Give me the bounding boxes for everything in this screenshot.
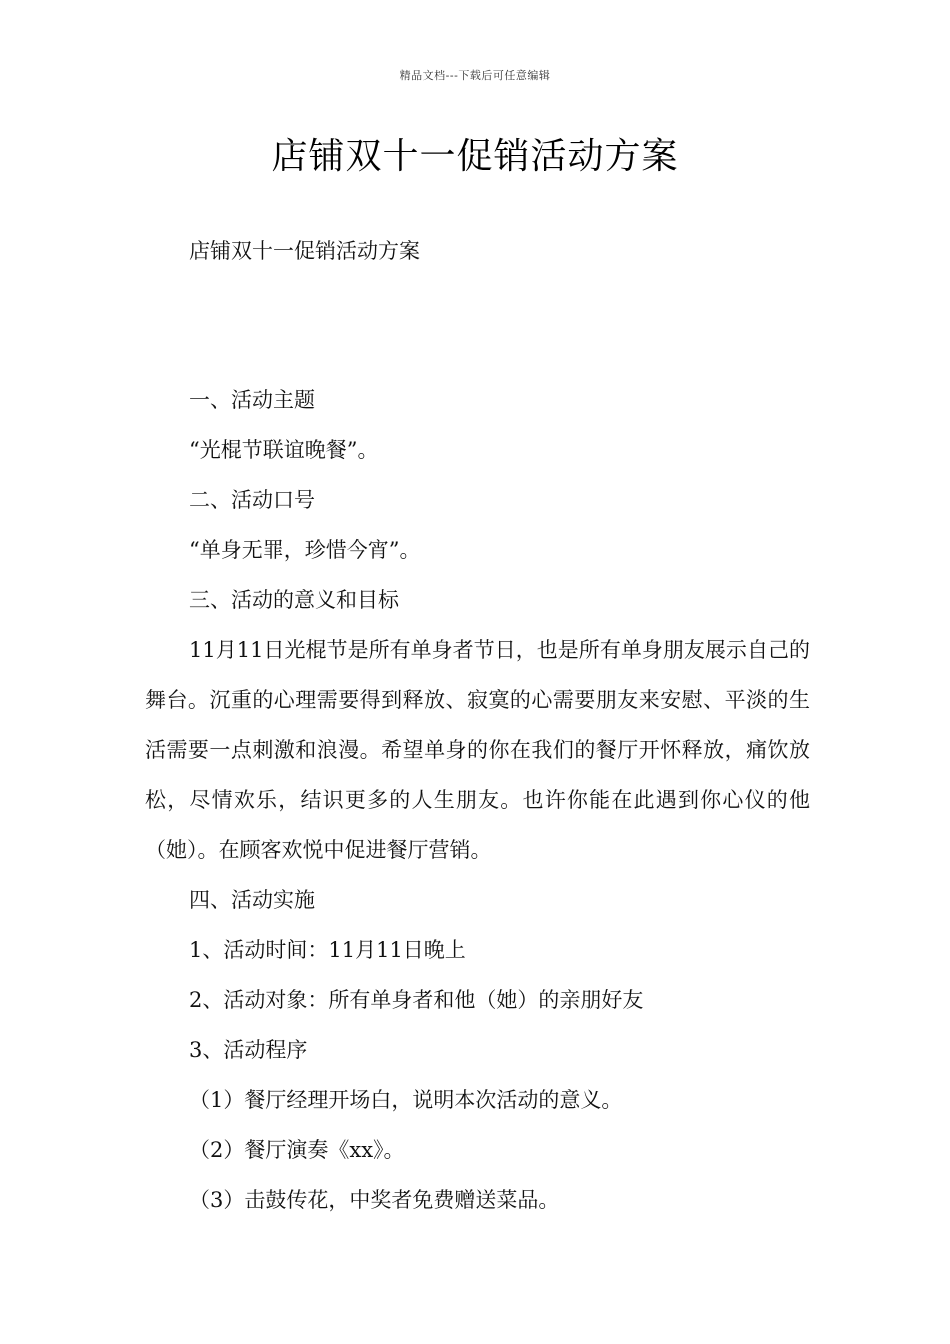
procedure-step-1: （1）餐厅经理开场白，说明本次活动的意义。 [189, 1088, 623, 1112]
document-body [145, 375, 810, 1225]
section-heading-implementation: 四、活动实施 [189, 888, 315, 912]
section-text-slogan: “单身无罪，珍惜今宵”。 [189, 538, 421, 562]
document-subtitle: 店铺双十一促销活动方案 [189, 239, 420, 263]
section-heading-purpose: 三、活动的意义和目标 [189, 588, 399, 612]
list-item-procedure: 3、活动程序 [189, 1038, 308, 1062]
section-text-theme: “光棍节联谊晚餐”。 [189, 438, 379, 462]
procedure-step-3: （3）击鼓传花，中奖者免费赠送菜品。 [189, 1188, 560, 1212]
header-note: 精品文档---下载后可任意编辑 [399, 69, 551, 82]
list-item-audience: 2、活动对象：所有单身者和他（她）的亲朋好友 [189, 988, 644, 1012]
document-title: 店铺双十一促销活动方案 [271, 136, 679, 177]
section-text-purpose: 11月11日光棍节是所有单身者节日，也是所有单身朋友展示自己的舞台。沉重的心理需要得到释放、寂寞的心需要朋友来安慰、平淡的生活需要一点刺激和浪漫。希望单身的你在我们的餐厅开怀释放，痛饮放松，尽情欢乐，结识更多的人生朋友。也许你能在此遇到你心仪的他（她）。在顾客欢悦中促进餐厅营销。 [145, 638, 810, 862]
list-item-time: 1、活动时间：11月11日晚上 [189, 938, 466, 962]
section-heading-slogan: 二、活动口号 [189, 488, 315, 512]
section-heading-theme: 一、活动主题 [189, 388, 315, 412]
procedure-step-2: （2）餐厅演奏《xx》。 [189, 1138, 405, 1162]
